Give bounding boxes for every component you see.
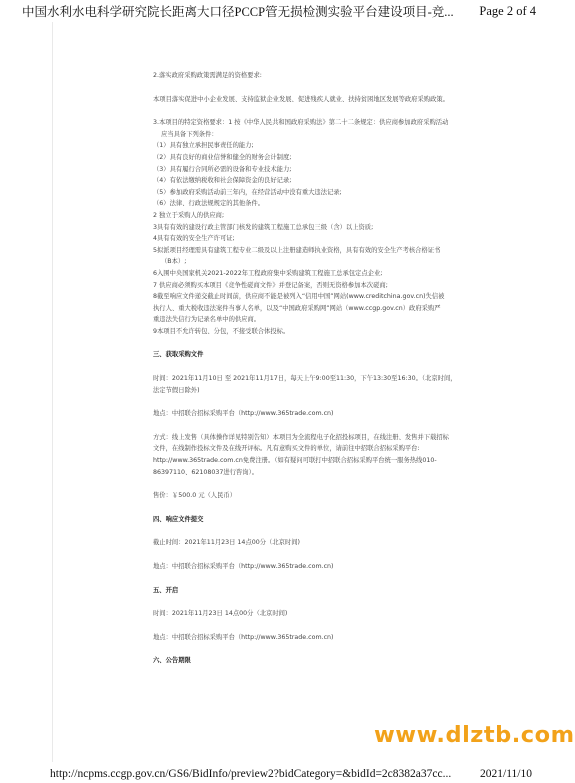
print-footer-date: 2021/11/10 — [480, 767, 532, 780]
acquire-time-cont: 法定节假日除外) — [153, 386, 200, 394]
acquire-method-cont: http://www.365trade.com.cn免费注册。（如有疑问可联打中招联合招标采购平台统一服务热线010- — [153, 457, 437, 465]
section-heading-submit: 四、响应文件提交 — [153, 515, 204, 523]
requirement-item-cont: 执行人、重大税收违法案件当事人名单，以及“中国政府采购网”网站（www.ccgp.gov.cn）政府采购严 — [153, 304, 441, 312]
requirement-item-cont: （B本）; — [161, 258, 187, 266]
section-heading-opening: 五、开启 — [153, 586, 179, 594]
document-price: 售价：￥500.0 元（人民币） — [153, 492, 236, 500]
condition-item: （6）法律、行政法规规定的其他条件。 — [153, 200, 265, 208]
print-header — [0, 0, 554, 22]
acquire-method-cont: 86397110、62108037进行咨询）。 — [153, 468, 259, 476]
section-heading-notice-period: 六、公告期限 — [153, 657, 191, 665]
s2-title: 2.落实政府采购政策需满足的资格要求: — [153, 72, 262, 79]
acquire-time: 时间：2021年11月10日 至 2021年11月17日，每天上午9:00至11:30，下午13:30至16:30。（北京时间， — [153, 375, 457, 383]
condition-item: （1）具有独立承担民事责任的能力; — [153, 142, 254, 150]
condition-item: （5）参加政府采购活动前三年内，在经营活动中没有重大违法记录; — [153, 188, 342, 196]
s3-intro-line-2: 应当具备下列条件： — [161, 130, 218, 138]
s3-intro-line-1: 3.本项目的特定资格要求：1 按《中华人民共和国政府采购法》第二十二条规定：供应商参加政府采购活动 — [153, 119, 449, 127]
opening-place: 地点：中招联合招标采购平台（http://www.365trade.com.cn) — [153, 633, 334, 641]
acquire-method-cont: 文件，在线制作投标文件及在线开评标。凡有意购买文件的单位，请前往中招联合招标采购平台: — [153, 445, 420, 453]
requirement-item: 8截至响应文件递交截止时间前，供应商不能是被列入“信用中国”网站(www.creditchina.gov.cn)失信被 — [153, 293, 445, 301]
submit-place: 地点：中招联合招标采购平台（http://www.365trade.com.cn) — [153, 563, 334, 570]
condition-item: （2）具有良好的商业信誉和健全的财务会计制度; — [153, 153, 292, 161]
submit-deadline: 截止时间：2021年11月23日 14点00分（北京时间) — [153, 539, 300, 547]
acquire-method: 方式：线上发售（具体操作详见特别告知）本项目为全流程电子化招投标项目，在线注册、发售并下载招标 — [153, 433, 449, 441]
section-heading-acquire: 三、获取采购文件 — [153, 351, 204, 359]
page-indicator: Page 2 of 4 — [479, 3, 536, 18]
requirement-item: 9本项目不允许转包、分包，不接受联合体投标。 — [153, 327, 290, 335]
print-footer-url: http://ncpms.ccgp.gov.cn/GS6/BidInfo/preview2?bidCategory=&bidId=2c8382a37cc... — [50, 767, 452, 780]
requirement-item-cont: 重违法失信行为记录名单中的供应商。 — [153, 316, 261, 324]
document-body — [153, 70, 538, 667]
condition-item: （3）具有履行合同所必需的设备和专业技术能力; — [153, 165, 292, 173]
requirement-item: 3具有有效的建设行政主管部门核发的建筑工程施工总承包三级（含）以上资质; — [153, 223, 374, 231]
requirement-item: 7 供应商必须购买本项目《竞争性磋商文件》并登记备案，否则无资格参加本次磋商; — [153, 281, 388, 289]
acquire-place: 地点：中招联合招标采购平台（http://www.365trade.com.cn) — [153, 410, 334, 418]
document-page — [52, 22, 555, 762]
site-watermark: www.dlztb.com — [374, 722, 575, 748]
requirement-item: 2 独立于采购人的供应商; — [153, 211, 225, 219]
print-header-title: 中国水利水电科学研究院长距离大口径PCCP管无损检测实验平台建设项目-竞... — [22, 5, 454, 19]
requirement-item: 6入围中央国家机关2021-2022年工程政府集中采购建筑工程施工总承包定点企业; — [153, 269, 383, 277]
requirement-item: 4具有有效的安全生产许可证; — [153, 235, 235, 243]
print-footer — [0, 764, 554, 783]
s2-body: 本项目落实促进中小企业发展、支持监狱企业发展、促进残疾人就业、扶持贫困地区发展等政府采购政策。 — [153, 95, 449, 103]
opening-time: 时间：2021年11月23日 14点00分（北京时间) — [153, 610, 288, 618]
requirement-item: 5拟派项目经理需具有建筑工程专业二级及以上注册建造师执业资格，具有有效的安全生产考核合格证书 — [153, 246, 441, 254]
condition-item: （4）有依法缴纳税收和社会保障资金的良好记录; — [153, 177, 292, 185]
